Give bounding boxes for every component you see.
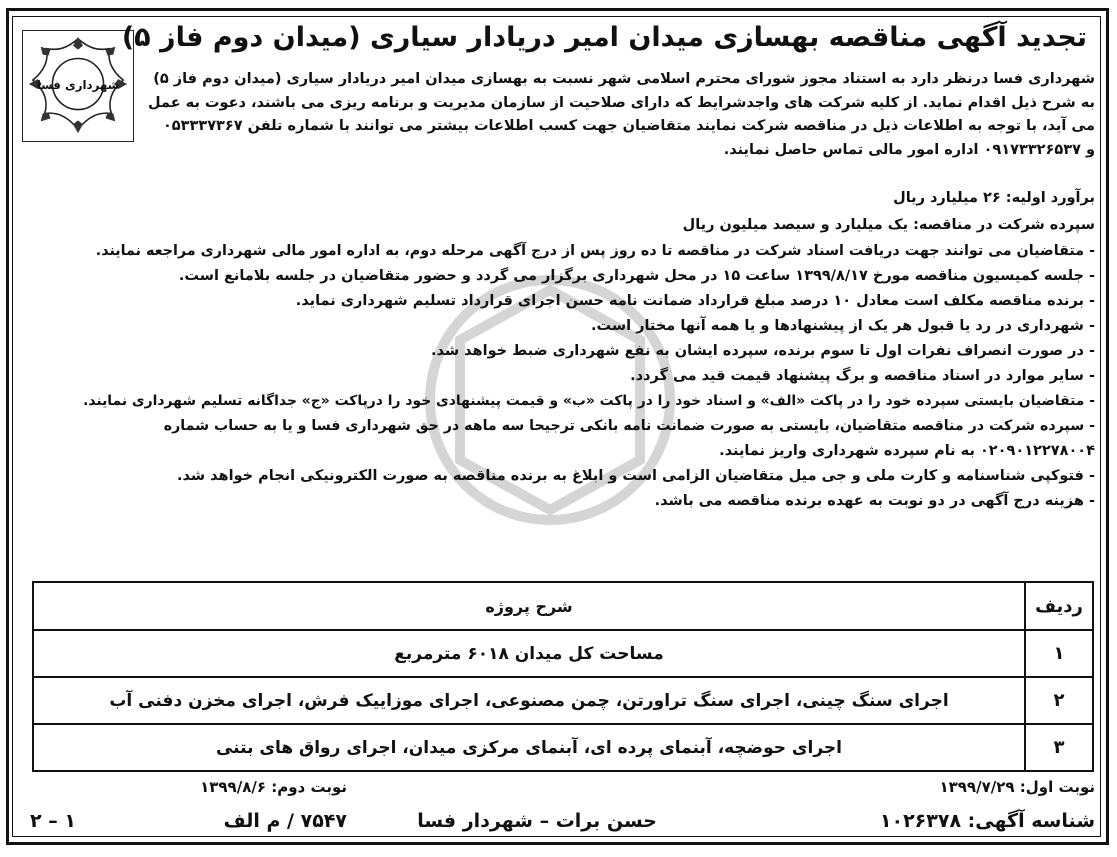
participation-deposit: سپرده شرکت در مناقصه: یک میلیارد و سیصد میلیون ریال [682, 217, 1095, 233]
row-number-cell: ۳ [1025, 724, 1093, 771]
second-publication-date: نوبت دوم: ۱۳۹۹/۸/۶ [200, 778, 347, 796]
row-number-cell: ۱ [1025, 630, 1093, 677]
table-row [33, 724, 1093, 771]
intro-line: شهرداری فسا درنظر دارد به استناد مجوز شورای محترم اسلامی شهر نسبت به بهسازی میدان امیر دریادار سیاری (میدان دوم فاز ۵) [153, 71, 1095, 87]
initial-estimate: برآورد اولیه: ۲۶ میلیارد ریال [893, 190, 1095, 206]
condition-item: - جلسه کمیسیون مناقصه مورخ ۱۳۹۹/۸/۱۷ ساعت ۱۵ در محل شهرداری برگزار می گردد و حضور متقاضیان در جلسه بلامانع است. [178, 268, 1095, 284]
column-header-row-number: ردیف [1025, 582, 1093, 630]
ad-identifier: شناسه آگهی: ۱۰۲۶۳۷۸ [879, 810, 1095, 832]
reference-number: ۷۵۴۷ / م الف [223, 810, 347, 832]
condition-item: - متقاضیان بایستی سپرده خود را در پاکت «الف» و اسناد خود را در پاکت «ب» و قیمت پیشنهادی خود را درپاکت «ج» جداگانه تسلیم شهرداری نمایند. [83, 393, 1095, 409]
condition-item: - سایر موارد در اسناد مناقصه و برگ پیشنهاد قیمت قید می گردد. [630, 368, 1095, 384]
column-header-description: شرح پروژه [33, 582, 1025, 630]
row-number-cell: ۲ [1025, 677, 1093, 724]
municipality-logo [22, 30, 134, 142]
condition-item: - هزینه درج آگهی در دو نوبت به عهده برنده مناقصه می باشد. [654, 493, 1095, 509]
intro-line: می آید، با توجه به اطلاعات ذیل در مناقصه شرکت نمایند متقاضیان جهت کسب اطلاعات بیشتر می توانند با شماره تلفن ۰۵۳۳۳۷۳۶۷ [162, 118, 1095, 134]
signatory: حسن برات – شهردار فسا [417, 810, 657, 832]
logo-emblem-icon [23, 31, 133, 141]
description-cell: اجرای سنگ چینی، اجرای سنگ تراورتن، چمن مصنوعی، اجرای موزاییک فرش، اجرای مخزن دفنی آب [33, 677, 1025, 724]
table-row [33, 630, 1093, 677]
first-publication-date: نوبت اول: ۱۳۹۹/۷/۲۹ [939, 778, 1095, 796]
condition-item: - فتوکپی شناسنامه و کارت ملی و جی میل متقاضیان الزامی است و ابلاغ به برنده مناقصه به صورت الکترونیکی انجام خواهد شد. [176, 468, 1095, 484]
project-table [32, 581, 1094, 772]
intro-line: و ۰۹۱۷۳۳۲۶۵۳۷ اداره امور مالی تماس حاصل نمایند. [723, 141, 1095, 158]
condition-item: - شهرداری در رد یا قبول هر یک از پیشنهادها و یا همه آنها مختار است. [591, 318, 1095, 334]
page-title: تجدید آگهی مناقصه بهسازی میدان امیر دریادار سیاری (میدان دوم فاز ۵) [121, 22, 1087, 53]
intro-line: به شرح ذیل اقدام نماید. از کلیه شرکت های واجدشرایط که دارای صلاحیت از سازمان مدیریت و برنامه ریزی می باشند، دعوت به عمل [148, 94, 1095, 111]
page-number: ۱ – ۲ [30, 810, 76, 832]
intro-paragraph [135, 68, 1095, 162]
condition-item: - برنده مناقصه مکلف است معادل ۱۰ درصد مبلغ قرارداد ضمانت نامه حسن اجرای قرارداد تسلیم شهرداری نماید. [295, 293, 1095, 309]
condition-item: - در صورت انصراف نفرات اول تا سوم برنده، سپرده ایشان به نفع شهرداری ضبط خواهد شد. [430, 343, 1095, 359]
logo-text: شهرداری فسا [36, 77, 120, 92]
table-row [33, 677, 1093, 724]
condition-item: - متقاضیان می توانند جهت دریافت اسناد شرکت در مناقصه تا ده روز پس از درج آگهی مرحله دوم، به اداره امور مالی شهرداری مراجعه نمایند. [95, 243, 1095, 259]
description-cell: مساحت کل میدان ۶۰۱۸ مترمربع [33, 630, 1025, 677]
table-header-row [33, 582, 1093, 630]
description-cell: اجرای حوضچه، آبنمای پرده ای، آبنمای مرکزی میدان، اجرای رواق های بتنی [33, 724, 1025, 771]
condition-item: ۰۲۰۹۰۱۲۲۷۸۰۰۴ به نام سپرده شهرداری واریز نمایند. [719, 443, 1095, 459]
condition-item: - سپرده شرکت در مناقصه متقاضیان، بایستی به صورت ضمانت نامه بانکی ترجیحا سه ماهه در حق شهرداری فسا و یا به حساب شماره [163, 418, 1095, 434]
